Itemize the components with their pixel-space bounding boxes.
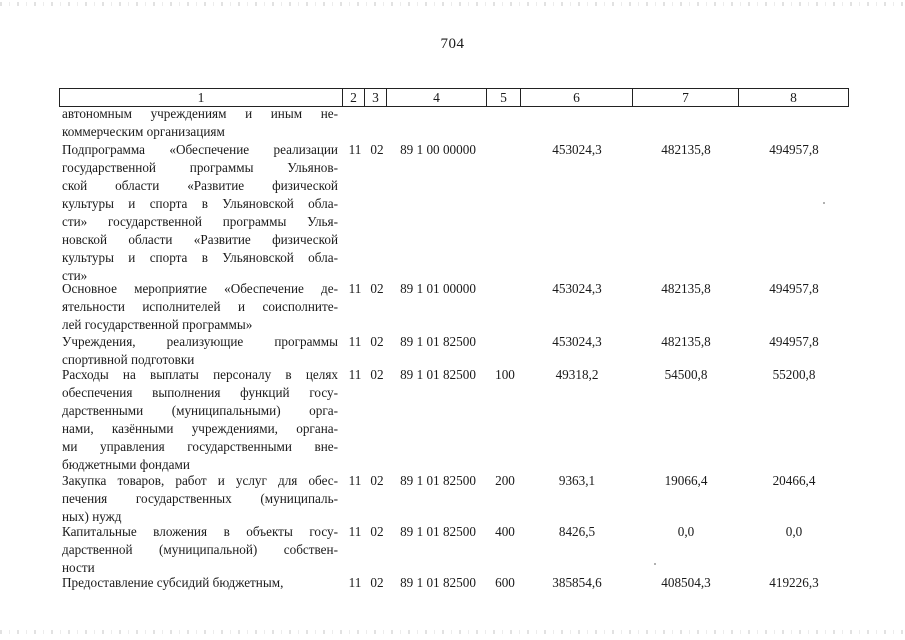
description-line: бюджетными фондами [62, 457, 190, 472]
description-line: Расходы на выплаты персоналу в целях [62, 367, 338, 382]
cell-amount-col8: 494957,8 [769, 142, 819, 157]
description-line: Основное мероприятие «Обеспечение де- [62, 281, 338, 296]
cell-amount-col6: 8426,5 [558, 524, 596, 539]
cell-subsection: 02 [370, 524, 384, 539]
cell-amount-col7: 408504,3 [661, 575, 711, 590]
cell-amount-col8: 419226,3 [769, 575, 819, 590]
header-col-5: 5 [487, 89, 521, 106]
description-line: нами, казёнными учреждениями, органа- [62, 421, 338, 436]
cell-amount-col6: 453024,3 [552, 334, 602, 349]
cell-target-code: 89 1 01 82500 [400, 367, 476, 382]
description-line: обеспечения выполнения функций госу- [62, 385, 338, 400]
description-line: Закупка товаров, работ и услуг для обес- [62, 473, 338, 488]
cell-subsection: 02 [370, 473, 384, 488]
cell-subsection: 02 [370, 281, 384, 296]
row-description [62, 333, 338, 369]
header-col-7: 7 [633, 89, 739, 106]
cell-section: 11 [348, 575, 362, 590]
cell-amount-col7: 54500,8 [664, 367, 708, 382]
cell-amount-col8: 55200,8 [772, 367, 816, 382]
cell-amount-col6: 49318,2 [555, 367, 599, 382]
cell-section: 11 [348, 142, 362, 157]
description-line: дарственной (муниципальной) собствен- [62, 542, 338, 557]
scan-edge-noise-bottom [0, 630, 905, 634]
cell-target-code: 89 1 01 82500 [400, 473, 476, 488]
cell-target-code: 89 1 01 82500 [400, 334, 476, 349]
cell-amount-col7: 482135,8 [661, 334, 711, 349]
cell-amount-col8: 20466,4 [772, 473, 816, 488]
row-description [62, 574, 338, 592]
row-description [62, 141, 338, 285]
description-line: коммерческим организациям [62, 124, 225, 139]
cell-amount-col8: 0,0 [785, 524, 803, 539]
scan-edge-noise-top [0, 2, 905, 6]
description-line: ми управления государственными вне- [62, 439, 338, 454]
cell-amount-col7: 19066,4 [664, 473, 708, 488]
header-col-3: 3 [365, 89, 387, 106]
cell-subsection: 02 [370, 367, 384, 382]
row-description [62, 523, 338, 577]
description-line: лей государственной программы» [62, 317, 253, 332]
cell-section: 11 [348, 334, 362, 349]
row-description [62, 105, 338, 141]
header-col-8: 8 [790, 90, 797, 105]
description-line: дарственными (муниципальными) орга- [62, 403, 338, 418]
description-line: ской области «Развитие физической [62, 178, 338, 193]
cell-section: 11 [348, 367, 362, 382]
header-col-4: 4 [387, 89, 487, 106]
description-line: государственной программы Ульянов- [62, 160, 338, 175]
description-line: Предоставление субсидий бюджетным, [62, 575, 284, 590]
description-line: автономным учреждениям и иным не- [62, 106, 338, 121]
description-line: новской области «Развитие физической [62, 232, 338, 247]
cell-expense-type: 200 [495, 473, 515, 488]
cell-amount-col6: 453024,3 [552, 142, 602, 157]
scan-speck [654, 563, 656, 565]
header-col-6: 6 [521, 89, 633, 106]
cell-target-code: 89 1 01 82500 [400, 524, 476, 539]
description-line: ных) нужд [62, 509, 122, 524]
cell-subsection: 02 [370, 142, 384, 157]
description-line: Капитальные вложения в объекты госу- [62, 524, 338, 539]
description-line: ности [62, 560, 95, 575]
cell-expense-type: 400 [495, 524, 515, 539]
description-line: спортивной подготовки [62, 352, 195, 367]
cell-amount-col6: 9363,1 [558, 473, 596, 488]
description-line: культуры и спорта в Ульяновской обла- [62, 250, 338, 265]
description-line: сти» государственной программы Улья- [62, 214, 338, 229]
cell-subsection: 02 [370, 334, 384, 349]
cell-section: 11 [348, 281, 362, 296]
cell-amount-col8: 494957,8 [769, 334, 819, 349]
cell-amount-col6: 453024,3 [552, 281, 602, 296]
row-description [62, 472, 338, 526]
row-description [62, 366, 338, 474]
page-number: 704 [440, 36, 465, 52]
cell-target-code: 89 1 00 00000 [400, 142, 476, 157]
cell-amount-col7: 482135,8 [661, 281, 711, 296]
cell-amount-col8: 494957,8 [769, 281, 819, 296]
cell-amount-col6: 385854,6 [552, 575, 602, 590]
row-description [62, 280, 338, 334]
cell-section: 11 [348, 524, 362, 539]
cell-expense-type: 100 [495, 367, 515, 382]
description-line: Учреждения, реализующие программы [62, 334, 338, 349]
cell-amount-col7: 0,0 [677, 524, 695, 539]
cell-subsection: 02 [370, 575, 384, 590]
cell-target-code: 89 1 01 00000 [400, 281, 476, 296]
cell-target-code: 89 1 01 82500 [400, 575, 476, 590]
header-col-2: 2 [343, 89, 365, 106]
description-line: ятельности исполнителей и соисполните- [62, 299, 338, 314]
description-line: культуры и спорта в Ульяновской обла- [62, 196, 338, 211]
scan-speck [823, 202, 825, 204]
cell-amount-col7: 482135,8 [661, 142, 711, 157]
header-col-1: 1 [60, 89, 343, 106]
cell-expense-type: 600 [495, 575, 515, 590]
description-line: сти» [62, 268, 88, 283]
description-line: Подпрограмма «Обеспечение реализации [62, 142, 338, 157]
cell-section: 11 [348, 473, 362, 488]
description-line: печения государственных (муниципаль- [62, 491, 338, 506]
